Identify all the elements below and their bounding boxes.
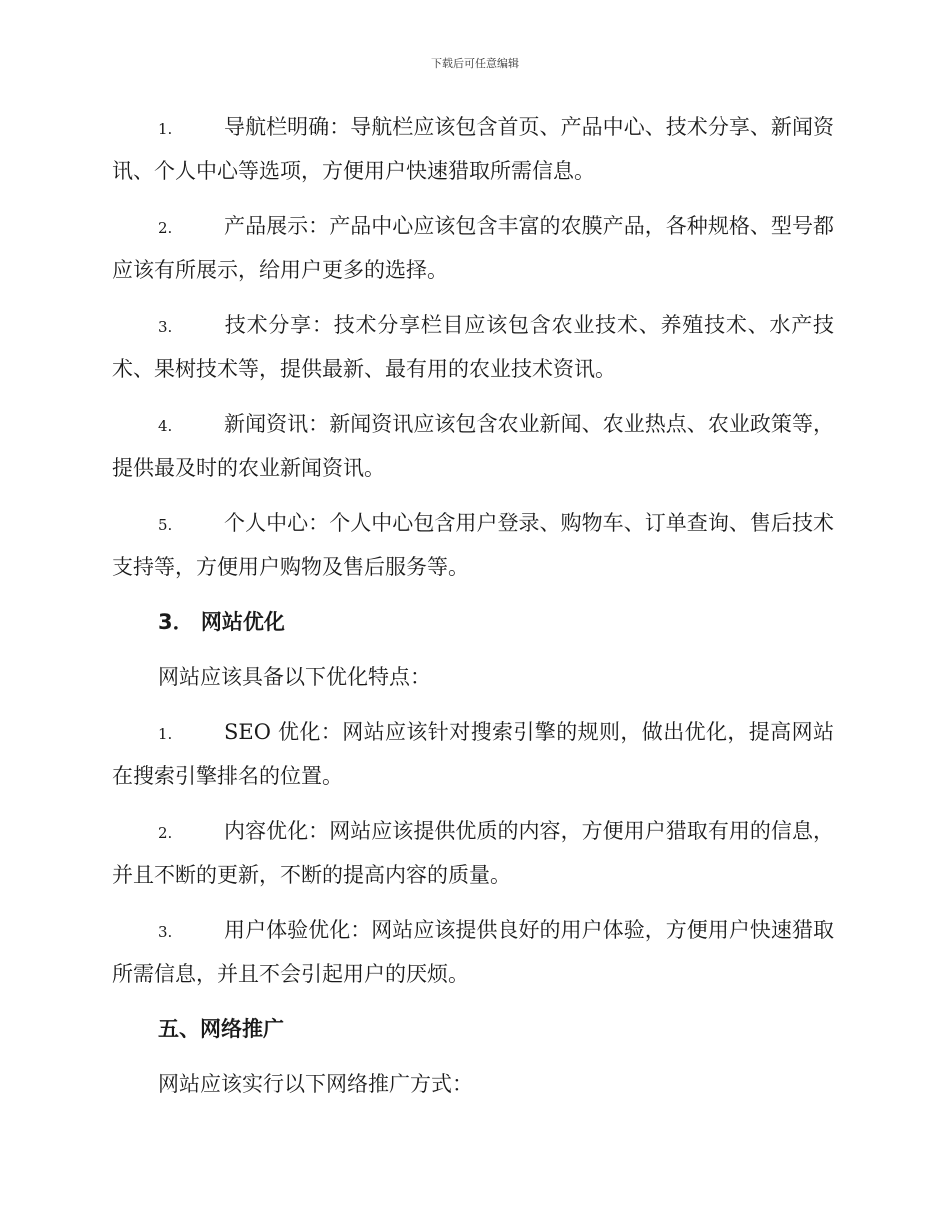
list-number: 5. xyxy=(158,516,173,534)
section-intro: 网站应该具备以下优化特点： xyxy=(158,665,431,689)
list-item xyxy=(112,502,834,588)
list-text: 产品展示：产品中心应该包含丰富的农膜产品，各种规格、型号都应该有所展示，给用户更多的选择。 xyxy=(112,214,834,282)
list-item xyxy=(112,810,834,896)
list-number: 4. xyxy=(158,417,173,435)
list-item xyxy=(112,205,834,291)
list-number: 1. xyxy=(158,725,173,743)
list-item xyxy=(112,403,834,489)
header-note: 下载后可任意编辑 xyxy=(431,57,519,70)
list-item xyxy=(112,106,834,192)
list-text: 用户体验优化：网站应该提供良好的用户体验，方便用户快速猎取所需信息，并且不会引起用户的厌烦。 xyxy=(112,918,834,986)
list-number: 1. xyxy=(158,120,173,138)
list-text: 导航栏明确：导航栏应该包含首页、产品中心、技术分享、新闻资讯、个人中心等选项，方便用户快速猎取所需信息。 xyxy=(112,115,834,183)
list-item xyxy=(112,711,834,797)
list-text: SEO 优化：网站应该针对搜索引擎的规则，做出优化，提高网站在搜索引擎排名的位置。 xyxy=(112,720,834,788)
document-body xyxy=(112,106,834,1118)
list-number: 3. xyxy=(158,318,173,336)
list-number: 2. xyxy=(158,219,173,237)
list-item xyxy=(112,909,834,995)
list-item xyxy=(112,304,834,390)
list-text: 内容优化：网站应该提供优质的内容，方便用户猎取有用的信息，并且不断的更新，不断的提高内容的质量。 xyxy=(112,819,834,887)
list-text: 新闻资讯：新闻资讯应该包含农业新闻、农业热点、农业政策等，提供最及时的农业新闻资讯。 xyxy=(112,412,834,480)
section-heading-website-optimization: 3． 网站优化 xyxy=(158,610,285,634)
list-text: 技术分享：技术分享栏目应该包含农业技术、养殖技术、水产技术、果树技术等，提供最新、最有用的农业技术资讯。 xyxy=(112,313,834,381)
section-heading-network-promotion: 五、网络推广 xyxy=(158,1016,284,1041)
list-text: 个人中心：个人中心包含用户登录、购物车、订单查询、售后技术支持等，方便用户购物及售后服务等。 xyxy=(112,511,834,579)
list-number: 2. xyxy=(158,824,173,842)
list-number: 3. xyxy=(158,923,173,941)
section-intro: 网站应该实行以下网络推广方式： xyxy=(158,1072,473,1096)
